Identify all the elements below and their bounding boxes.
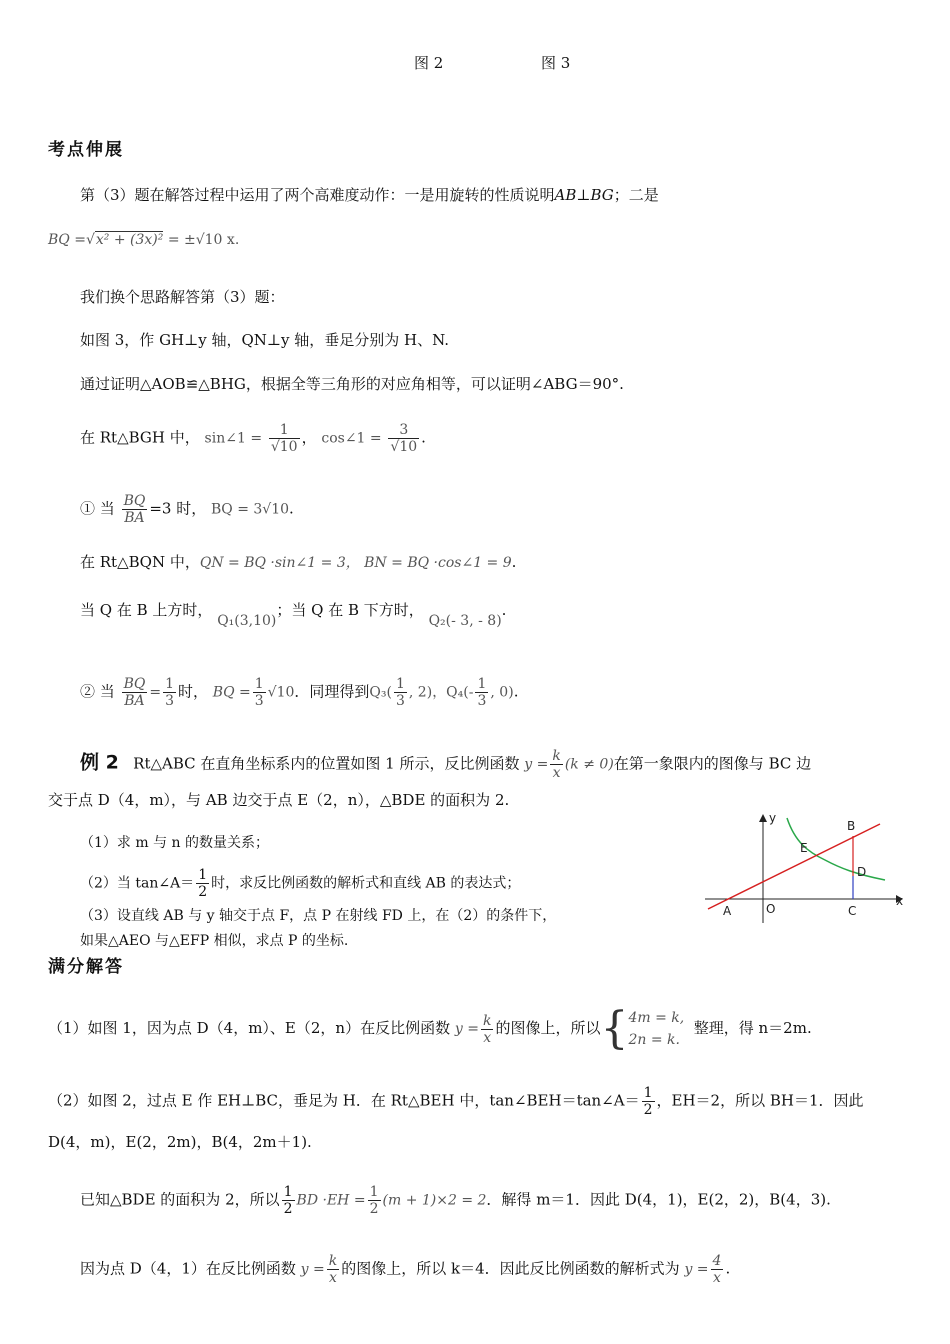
- example-text-a: Rt△ABC 在直角坐标系内的位置如图 1 所示，反比例函数: [133, 754, 520, 773]
- case-1-ratio: $\frac{BQ}{BA}$: [123, 493, 146, 526]
- case-2-ratio: $\frac{BQ}{BA}$: [123, 676, 146, 709]
- solution-2-a: （2）如图 2，过点 E 作 EH⊥BC，垂足为 H．在 Rt△BEH 中，tan∠BEH＝tan∠A＝: [48, 1091, 640, 1110]
- case-2-third: $\frac{1}{3}$: [165, 676, 174, 709]
- question-1: （1）求 m 与 n 的数量关系；: [80, 835, 269, 851]
- figure-2-caption: 图 2: [414, 54, 444, 72]
- system-brace: {: [600, 1003, 629, 1054]
- solution-4-b: 的图像上，所以 k＝4．因此反比例函数的解析式为: [341, 1259, 680, 1278]
- label-b: B: [847, 819, 856, 833]
- label-x: x: [896, 894, 904, 908]
- sin-fraction: $\frac{1}{√10}$: [270, 422, 298, 455]
- label-y: y: [769, 811, 777, 825]
- solution-1-a: （1）如图 1，因为点 D（4，m）、E（2，n）在反比例函数: [48, 1019, 451, 1037]
- cos-label: cos∠1 =: [321, 430, 382, 447]
- paragraph-trig-bgh: 在 Rt△BGH 中， sin∠1 = $\frac{1}{√10}$ ， cos∠1 = $\frac{3}{√10}$ .: [80, 422, 426, 455]
- q4-pre: ，Q₄(-: [432, 684, 474, 701]
- solution-3-b: ．解得 m＝1．因此 D(4，1)，E(2，2)，B(4，3).: [486, 1190, 831, 1209]
- case-2-bq: BQ =: [212, 684, 251, 701]
- label-d: D: [857, 865, 867, 879]
- q3-pre: Q₃(: [369, 684, 392, 701]
- label-e: E: [800, 841, 808, 855]
- solution-4: [80, 1253, 730, 1286]
- solution-2-b: ，EH＝2，所以 BH＝1．因此: [656, 1091, 864, 1110]
- solution-4-y: y =: [300, 1261, 325, 1278]
- q-above-text: 当 Q 在 B 上方时，: [80, 601, 213, 619]
- cos-fraction: $\frac{3}{√10}$: [390, 422, 418, 455]
- trig-intro: 在 Rt△BGH 中，: [80, 428, 200, 447]
- q-below-text: ；当 Q 在 B 下方时，: [276, 601, 424, 619]
- case-2: ② 当 $\frac{BQ}{BA}$ = $\frac{1}{3}$ 时， BQ = $\frac{1}{3}$ √10．同理得到Q₃( $\frac{1}{3}$ , 2)，Q₄(- $\frac{1}{3}$ , 0).: [80, 676, 519, 709]
- solution-4-a: 因为点 D（4，1）在反比例函数: [80, 1259, 296, 1278]
- intro-math: AB⊥BG: [554, 186, 614, 204]
- paragraph-intro: [80, 185, 659, 205]
- solution-2-line-2: D(4，m)，E(2，2m)，B(4，2m＋1).: [48, 1133, 312, 1151]
- bqn-math: QN = BQ ·sin∠1 = 3， BN = BQ ·cos∠1 = 9: [199, 555, 512, 571]
- figure-3-caption: 图 3: [541, 54, 571, 72]
- solution-3-a: 已知△BDE 的面积为 2，所以: [80, 1190, 280, 1209]
- question-2: [80, 867, 520, 900]
- bq-lhs: BQ: [48, 232, 70, 248]
- bq-formula: BQ =√x² + (3x)² = ±√10 x.: [48, 232, 240, 248]
- line-ab: [708, 824, 880, 909]
- solution-2-line-1: [48, 1085, 864, 1118]
- label-a: A: [723, 904, 732, 918]
- y-axis-arrow: [759, 814, 767, 822]
- question-3-a: （3）设直线 AB 与 y 轴交于点 F，点 P 在射线 FD 上，在（2）的条件下，: [80, 908, 557, 924]
- paragraph-new-approach: 我们换个思路解答第（3）题：: [80, 288, 285, 306]
- bqn-intro: 在 Rt△BQN 中，: [80, 553, 200, 571]
- example-label: 例 2: [80, 751, 119, 774]
- solution-3: [80, 1184, 831, 1217]
- solution-3-math-2: (m + 1)×2 = 2: [382, 1192, 487, 1209]
- question-2-b: 时，求反比例函数的解析式和直线 AB 的表达式；: [211, 875, 521, 892]
- solution-1-b: 的图像上，所以: [495, 1019, 601, 1037]
- q3-frac: $\frac{1}{3}$: [395, 676, 405, 709]
- figure-1: [700, 810, 910, 925]
- label-o: O: [766, 902, 776, 916]
- sin-label: sin∠1 =: [204, 430, 263, 447]
- example-2-line-2: 交于点 D（4，m），与 AB 边交于点 E（2，n），△BDE 的面积为 2.: [48, 791, 510, 809]
- solution-1-c: 整理，得 n＝2m.: [693, 1019, 812, 1037]
- solution-2-frac: $\frac{1}{2}$: [643, 1085, 653, 1118]
- q4-post: , 0): [490, 684, 514, 701]
- case-1: ① 当 $\frac{BQ}{BA}$ =3 时， BQ = 3√10.: [80, 493, 294, 526]
- case-2-label: ② 当: [80, 682, 115, 701]
- q3-post: , 2): [408, 684, 433, 701]
- solution-1-frac: $\frac{k}{x}$: [482, 1012, 492, 1046]
- paragraph-trig-bqn: 在 Rt△BQN 中，QN = BQ ·sin∠1 = 3， BN = BQ ·cos∠1 = 9.: [80, 553, 517, 571]
- paragraph-congruence: 通过证明△AOB≌△BHG，根据全等三角形的对应角相等，可以证明∠ABG＝90°.: [80, 375, 624, 393]
- q1-point: Q₁(3,10): [217, 613, 277, 629]
- case-2-bq-frac: $\frac{1}{3}$: [254, 676, 264, 709]
- solution-4-frac: $\frac{k}{x}$: [328, 1253, 338, 1286]
- case-2-mid: 时，: [177, 682, 208, 701]
- solution-1: [48, 1005, 812, 1052]
- paragraph-construction: 如图 3，作 GH⊥y 轴，QN⊥y 轴，垂足分别为 H、N.: [80, 331, 450, 349]
- equation-system: 4m = k, 2n = k.: [628, 1010, 685, 1048]
- bq-eq: =: [74, 232, 86, 248]
- q2-point: Q₂(- 3, - 8): [428, 613, 502, 629]
- bq-radicand: x² + (3x)²: [95, 232, 164, 248]
- question-2-frac: $\frac{1}{2}$: [198, 867, 208, 900]
- question-2-a: （2）当 tan∠A＝: [80, 875, 195, 892]
- q4-frac: $\frac{1}{3}$: [477, 676, 487, 709]
- case-2-bq-rad: √10: [267, 684, 295, 701]
- example-text-b: 在第一象限内的图像与 BC 边: [613, 754, 812, 773]
- paragraph-q-positions: 当 Q 在 B 上方时， Q₁(3,10)；当 Q 在 B 下方时， Q₂(- 3, - 8).: [80, 601, 507, 629]
- solution-4-end: .: [725, 1259, 731, 1278]
- solution-1-y: y =: [454, 1021, 479, 1037]
- intro-text: 第（3）题在解答过程中运用了两个高难度动作：一是用旋转的性质说明: [80, 186, 555, 204]
- example-2-line-1: [80, 748, 811, 781]
- section-title-solution: 满分解答: [48, 957, 124, 977]
- bq-rhs: = ±√10 x: [167, 232, 235, 248]
- question-3-b: 如果△AEO 与△EFP 相似，求点 P 的坐标.: [80, 933, 349, 949]
- example-func-cond: (k ≠ 0): [564, 756, 614, 773]
- case-1-label: ① 当: [80, 499, 115, 518]
- case-2-same: ．同理得到: [294, 682, 370, 701]
- solution-4-result-frac: $\frac{4}{x}$: [712, 1253, 722, 1286]
- solution-3-math-1: BD ·EH =: [296, 1192, 366, 1209]
- solution-3-frac-1: $\frac{1}{2}$: [283, 1184, 293, 1217]
- label-c: C: [848, 904, 857, 918]
- case-2-eq: =: [149, 684, 162, 701]
- case-1-mid: =3 时，: [149, 499, 207, 518]
- case-1-value: BQ = 3√10: [211, 501, 290, 518]
- example-func-y: y =: [524, 756, 549, 773]
- solution-3-frac-2: $\frac{1}{2}$: [369, 1184, 379, 1217]
- example-func-frac: $\frac{k}{x}$: [552, 748, 561, 781]
- section-title-extension: 考点伸展: [48, 140, 124, 160]
- intro-tail: ；二是: [613, 186, 659, 204]
- solution-4-y2: y =: [684, 1261, 709, 1278]
